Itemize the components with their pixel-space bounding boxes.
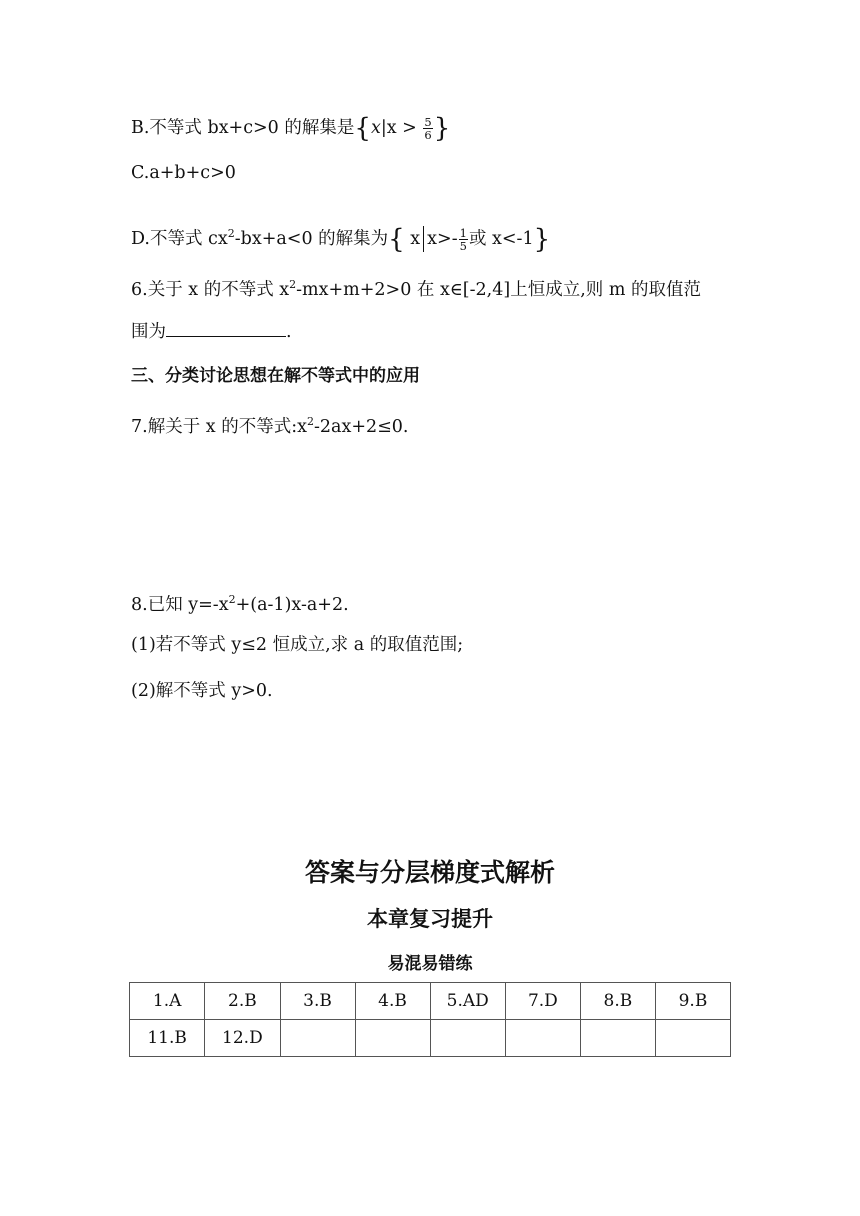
question-6-line-1 [131,273,701,302]
q6-text: 6.关于 x 的不等式 x [131,279,290,300]
question-7 [131,410,408,439]
fraction-numerator: 1 [459,225,467,240]
set-bar [423,226,424,252]
brace-close: } [533,224,551,255]
answer-cell: 2.B [205,983,280,1020]
answers-section: 易混易错练 [387,954,473,974]
option-c: C.a+b+c>0 [131,163,236,183]
section-3-heading: 三、分类讨论思想在解不等式中的应用 [131,366,420,386]
fraction-1-5 [459,227,468,252]
question-8-part-1: (1)若不等式 y≤2 恒成立,求 a 的取值范围; [131,635,464,655]
question-6-line-2 [131,318,292,344]
answer-blank[interactable] [166,318,286,337]
fraction-denominator: 6 [424,128,432,142]
q8-text: 8.已知 y=-x [131,594,229,615]
q6-text2: -mx+m+2>0 在 x∈[-2,4]上恒成立,则 m 的取值范 [296,279,701,300]
superscript: 2 [306,415,314,428]
answer-table [129,982,731,1057]
answer-cell [430,1020,505,1057]
answer-cell: 7.D [505,983,580,1020]
answer-cell [655,1020,730,1057]
answer-cell: 9.B [655,983,730,1020]
q8-text2: +(a-1)x-a+2. [235,594,349,615]
answer-cell: 12.D [205,1020,280,1057]
answers-subtitle: 本章复习提升 [367,907,493,931]
table-row [130,983,731,1020]
question-8-part-2: (2)解不等式 y>0. [131,681,273,701]
answer-cell: 11.B [130,1020,205,1057]
brace-open: { [388,224,405,255]
fraction-5-6 [423,116,432,141]
set-variable: x [370,118,381,138]
answer-cell: 5.AD [430,983,505,1020]
brace-close: } [433,113,451,144]
option-d-text2: -bx+a<0 的解集为 [234,228,389,249]
q7-text2: -2ax+2≤0. [313,416,409,437]
answer-cell [280,1020,355,1057]
set-condition-1: x>- [427,228,458,249]
set-condition: |x > [380,118,417,138]
set-condition-2: 或 x<-1 [468,228,534,249]
fraction-denominator: 5 [459,238,467,253]
answer-cell [580,1020,655,1057]
brace-open: { [354,113,371,144]
answer-cell: 3.B [280,983,355,1020]
answer-cell: 8.B [580,983,655,1020]
question-8 [131,588,349,617]
fraction-numerator: 5 [424,115,432,129]
set-variable: x [410,228,421,249]
option-b-text: B.不等式 bx+c>0 的解集是 [131,118,355,138]
superscript: 2 [228,593,236,606]
superscript: 2 [227,227,235,240]
answer-cell: 1.A [130,983,205,1020]
option-d [131,222,551,255]
option-d-text: D.不等式 cx [131,228,228,249]
answer-cell [355,1020,430,1057]
q7-text: 7.解关于 x 的不等式:x [131,416,307,437]
option-b [131,113,451,144]
superscript: 2 [289,278,297,291]
table-row [130,1020,731,1057]
answers-title: 答案与分层梯度式解析 [304,858,555,887]
answer-cell [505,1020,580,1057]
q6-period: . [286,322,292,342]
answer-cell: 4.B [355,983,430,1020]
q6-line2-text: 围为 [131,322,166,342]
